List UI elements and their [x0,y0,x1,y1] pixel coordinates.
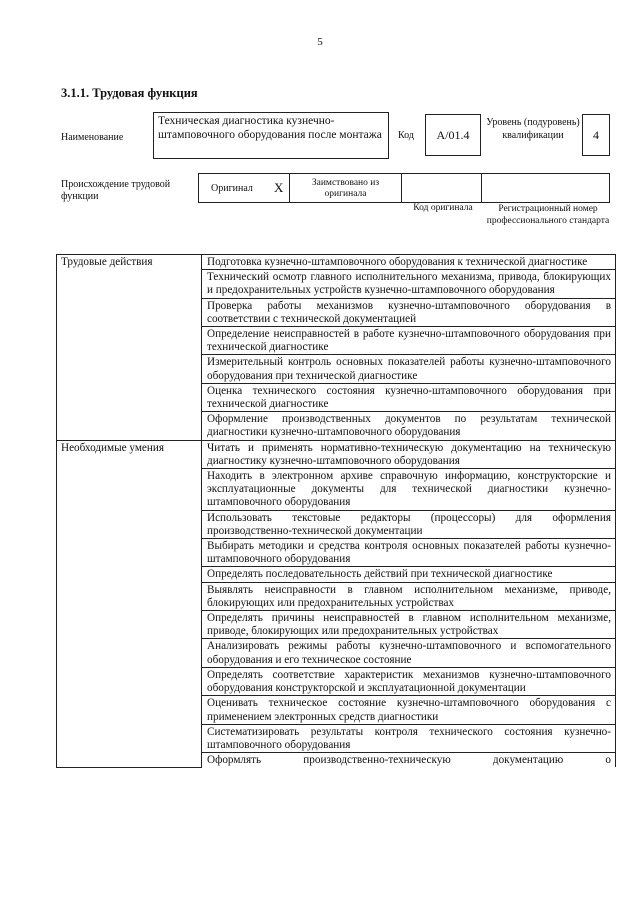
skill-item: Использовать текстовые редакторы (процессоры) для оформления производственно-технической документации [202,510,616,538]
labor-action-item: Технический осмотр главного исполнительного механизма, привода, блокирующих и предохранительных устройств кузнечно-штамповочного оборудования [202,270,616,298]
labor-action-item: Подготовка кузнечно-штамповочного оборудования к технической диагностике [202,255,616,270]
original-cell [198,173,290,203]
skill-item: Анализировать режимы работы кузнечно-штамповочного и вспомогательного оборудования и его техническое состояние [202,639,616,667]
skill-item: Выявлять неисправности в главном исполнительном механизме, приводе, блокирующих или предохранительных устройствах [202,582,616,610]
table-row [57,440,616,468]
skill-item: Определять соответствие характеристик механизмов кузнечно-штамповочного оборудования конструкторской и эксплуатационной документации [202,667,616,695]
page-number: 5 [317,36,323,48]
level-label: Уровень (подуровень) квалификации [486,117,580,141]
labor-action-item: Оформление производственных документов по результатам технической диагностики кузнечно-штамповочного оборудования [202,412,616,440]
code-label: Код [398,130,414,141]
skill-item: Определять причины неисправностей в главном исполнительном механизме, приводе, блокирующих или предохранительных устройствах [202,611,616,639]
original-mark: X [274,180,284,195]
section-title: 3.1.1. Трудовая функция [61,86,198,100]
function-name-value: Техническая диагностика кузнечно-штамповочного оборудования после монтажа [158,115,382,141]
origin-label: Происхождение трудовой функции [61,179,171,202]
labor-action-item: Проверка работы механизмов кузнечно-штамповочного оборудования в соответствии с технической документацией [202,298,616,326]
skill-item: Находить в электронном архиве справочную информацию, конструкторские и эксплуатационные документы для технической диагностики кузнечно-штамповочного оборудования [202,469,616,511]
code-original-label: Код оригинала [413,203,473,213]
original-label: Оригинал [211,183,253,194]
name-label: Наименование [61,132,124,143]
borrowed-label: Заимствовано из оригинала [311,178,380,199]
borrowed-cell [290,173,402,203]
function-name-box [153,112,389,159]
level-box [582,114,610,156]
skill-item: Оценивать техническое состояние кузнечно-штамповочного оборудования с применением электронных средств диагностики [202,696,616,724]
reg-number-cell [482,173,610,203]
code-box [425,114,481,156]
labor-action-item: Измерительный контроль основных показателей работы кузнечно-штамповочного оборудования при технической диагностике [202,355,616,383]
labor-actions-label: Трудовые действия [57,255,202,441]
reg-number-label: Регистрационный номер профессионального стандарта [486,204,610,226]
skill-item: Выбирать методики и средства контроля основных показателей работы кузнечно-штамповочного оборудования [202,539,616,567]
code-value: A/01.4 [436,127,470,142]
code-original-cell [402,173,482,203]
skill-item: Оформлять производственно-техническую документацию о [202,753,616,768]
labor-action-item: Оценка технического состояния кузнечно-штамповочного оборудования при технической диагностике [202,383,616,411]
table-row [57,255,616,270]
function-details-table [56,254,616,768]
skill-item: Читать и применять нормативно-техническую документацию на техническую диагностику кузнечно-штамповочного оборудования [202,440,616,468]
skills-label: Необходимые умения [57,440,202,767]
level-value: 4 [593,127,599,142]
labor-action-item: Определение неисправностей в работе кузнечно-штамповочного оборудования при технической диагностике [202,327,616,355]
skill-item: Определять последовательность действий при технической диагностике [202,567,616,582]
skill-item: Систематизировать результаты контроля технического состояния кузнечно-штамповочного оборудования [202,724,616,752]
